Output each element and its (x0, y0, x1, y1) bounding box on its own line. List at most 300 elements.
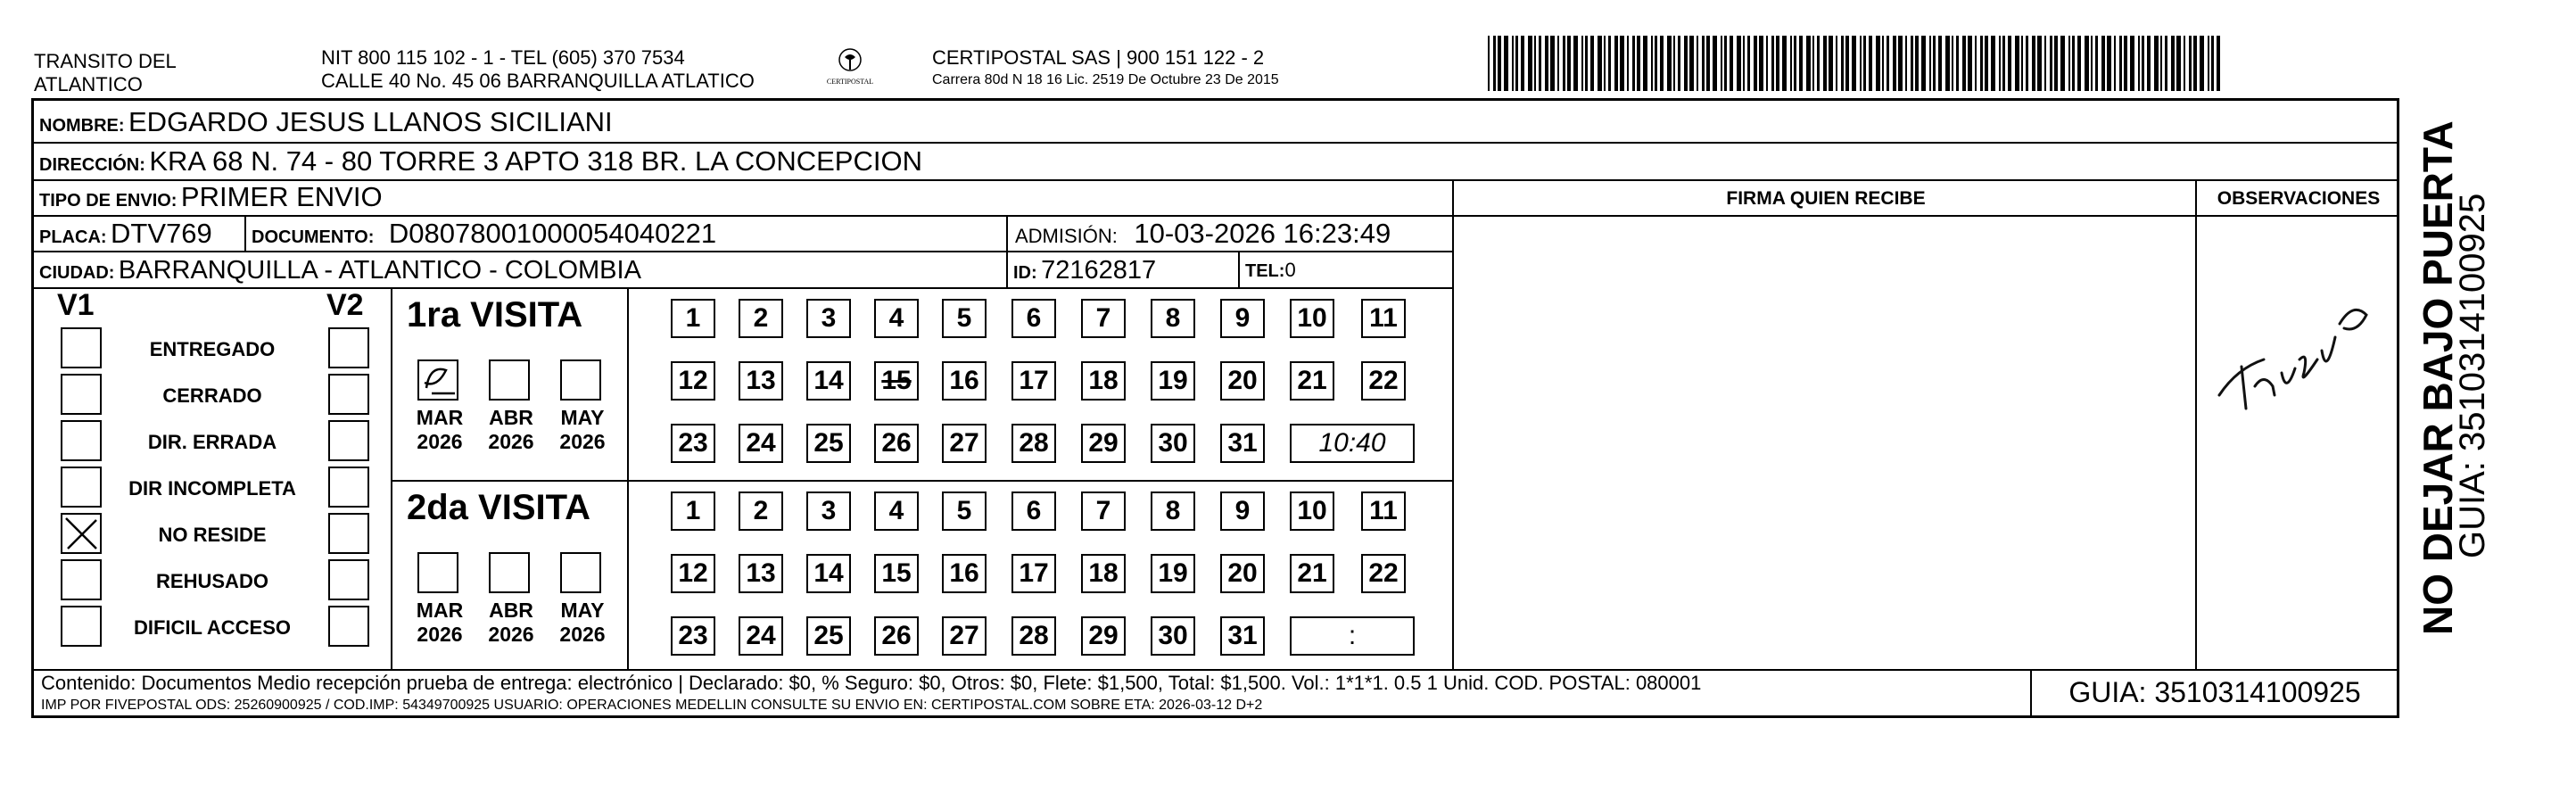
barcode-bar (1557, 36, 1559, 91)
visit-1-day-30[interactable]: 30 (1151, 424, 1195, 463)
visit-2-day-14[interactable]: 14 (806, 554, 851, 593)
barcode-bar (1782, 36, 1787, 91)
barcode-bar (2114, 36, 2116, 91)
col-divider-admision (1006, 215, 1008, 251)
v1-checkbox-dir-errada[interactable] (61, 420, 102, 461)
barcode-bar (1852, 36, 1856, 91)
barcode-bar (1933, 36, 1936, 91)
observaciones-label: OBSERVACIONES (2217, 188, 2381, 209)
visit-2-title: 2da VISITA (407, 488, 590, 527)
visit-2-day-19[interactable]: 19 (1151, 554, 1195, 593)
barcode-bar (1521, 36, 1524, 91)
barcode-bar (1512, 36, 1514, 91)
visit-2-day-6[interactable]: 6 (1011, 491, 1056, 531)
visit-2-day-23[interactable]: 23 (671, 616, 715, 656)
barcode-bar (2184, 36, 2185, 91)
month-label: ABR (489, 406, 533, 429)
barcode-bar (2189, 36, 2192, 91)
visit-2-day-7[interactable]: 7 (1081, 491, 1126, 531)
visit-2-day-18[interactable]: 18 (1081, 554, 1126, 593)
visit-2-day-25[interactable]: 25 (806, 616, 851, 656)
v1-checkbox-entregado[interactable] (61, 327, 102, 368)
barcode-bar (1673, 36, 1675, 91)
v1-header: V1 (57, 288, 95, 322)
barcode-bar (1493, 36, 1496, 91)
barcode-bar (1836, 36, 1837, 91)
barcode-bar (1968, 36, 1972, 91)
visit-2-day-4[interactable]: 4 (874, 491, 919, 531)
barcode-bar (1938, 36, 1942, 91)
status-label-dificil-acceso: DIFICIL ACCESO (133, 616, 291, 639)
barcode-bar (2101, 36, 2105, 91)
visit-1-day-10[interactable]: 10 (1290, 299, 1334, 338)
barcode-bar (2054, 36, 2058, 91)
barcode-bar (2142, 36, 2144, 91)
visit-1-day-1[interactable]: 1 (671, 299, 715, 338)
barcode-bar (2008, 36, 2011, 91)
barcode-bar (2107, 36, 2111, 91)
barcode-bar (1799, 36, 1803, 91)
visit-1-day-6[interactable]: 6 (1011, 299, 1056, 338)
barcode-bar (1689, 36, 1694, 91)
barcode-bar (2217, 36, 2220, 91)
v1-checkbox-cerrado[interactable] (61, 374, 102, 415)
year-label: 2026 (417, 623, 463, 646)
visit-divider (391, 480, 1452, 482)
barcode-bar (2050, 36, 2052, 91)
barcode-bar (1841, 36, 1844, 91)
barcode-bar (1771, 36, 1774, 91)
barcode-bar (1921, 36, 1926, 91)
barcode-bar (1887, 36, 1889, 91)
month-label: MAR (416, 406, 464, 429)
visit-2-day-9[interactable]: 9 (1220, 491, 1265, 531)
col-divider-tel (1238, 251, 1240, 287)
status-label-entregado: ENTREGADO (149, 338, 276, 360)
placa-field (39, 218, 212, 255)
month-label: ABR (489, 599, 533, 622)
barcode-bar (1863, 36, 1866, 91)
v2-checkbox-dir-errada[interactable] (328, 420, 369, 461)
barcode-bar (1999, 36, 2001, 91)
barcode-bar (1590, 36, 1594, 91)
barcode-bar (1945, 36, 1950, 91)
visit-2-day-1[interactable]: 1 (671, 491, 715, 531)
visit-1-day-20[interactable]: 20 (1220, 361, 1265, 401)
v2-checkbox-entregado[interactable] (328, 327, 369, 368)
barcode-bar (1655, 36, 1657, 91)
status-label-rehusado: REHUSADO (156, 570, 268, 592)
visit-1-day-21[interactable]: 21 (1290, 361, 1334, 401)
documento-field (252, 218, 716, 255)
documento-value: D08078001000054040221 (388, 218, 717, 249)
barcode-bar (1678, 36, 1680, 91)
year-label: 2026 (488, 623, 534, 646)
visit-2-day-29[interactable]: 29 (1081, 616, 1126, 656)
barcode-bar (1498, 36, 1501, 91)
contenido-text: Contenido: Documentos Medio recepción prueba de entrega: electrónico | Declarado: $0, % Seguro: $0, Otros: $0, Flete: $1,500, Total: $1,500. Vol.: 1*1*1. 0.5 1 Unid. COD. POSTAL: 080001 (41, 672, 1702, 694)
imp-line: IMP POR FIVEPOSTAL ODS: 25260900925 / COD.IMP: 54349700925 USUARIO: OPERACIONES MEDELLIN CONSULTE SU ENVIO EN: CERTIPOSTAL.COM SOBRE ETA: 2026-03-12 D+2 (41, 698, 1263, 713)
visit-2-day-17[interactable]: 17 (1011, 554, 1056, 593)
placa-value: DTV769 (111, 218, 212, 249)
barcode-bar (1898, 36, 1903, 91)
visit-1-day-9[interactable]: 9 (1220, 299, 1265, 338)
visit-2-day-26[interactable]: 26 (874, 616, 919, 656)
visit-1-day-7[interactable]: 7 (1081, 299, 1126, 338)
barcode-bar (1776, 36, 1779, 91)
org-name (34, 50, 177, 96)
year-label: 2026 (488, 430, 534, 453)
org-line-2: ATLANTICO (34, 73, 143, 95)
visit-1-month-abr-checkbox[interactable] (489, 359, 530, 401)
barcode-bar (2171, 36, 2175, 91)
barcode-bar (2119, 36, 2122, 91)
visit-2-day-5[interactable]: 5 (942, 491, 987, 531)
barcode-bar (1702, 36, 1705, 91)
visit-1-day-3[interactable]: 3 (806, 299, 851, 338)
footer-divider (34, 669, 2398, 671)
placa-label: PLACA: (39, 227, 107, 247)
v2-checkbox-rehusado[interactable] (328, 559, 369, 600)
logo-text: CERTIPOSTAL (826, 78, 874, 86)
status-label-dir-incompleta: DIR INCOMPLETA (128, 477, 296, 500)
barcode-bar (1845, 36, 1849, 91)
barcode-bar (1604, 36, 1606, 91)
barcode-bar (2026, 36, 2028, 91)
barcode-bar (1915, 36, 1919, 91)
barcode-bar (1632, 36, 1635, 91)
visit-2-day-22[interactable]: 22 (1361, 554, 1406, 593)
visit-2-day-2[interactable]: 2 (739, 491, 783, 531)
nombre-value: EDGARDO JESUS LLANOS SICILIANI (128, 106, 613, 137)
barcode-bar (1975, 36, 1977, 91)
visit-2-day-15[interactable]: 15 (874, 554, 919, 593)
barcode-bar (1550, 36, 1555, 91)
barcode-bar (1929, 36, 1931, 91)
barcode-bar (1876, 36, 1880, 91)
barcode-bar (1504, 36, 1508, 91)
visit-1-day-23[interactable]: 23 (671, 424, 715, 463)
visit-1-day-15[interactable]: 15 (874, 361, 919, 401)
barcode-bar (2095, 36, 2098, 91)
v1-checkbox-no-reside[interactable] (61, 513, 102, 554)
barcode-bar (2072, 36, 2075, 91)
visit-1-title: 1ra VISITA (407, 295, 583, 335)
tel-field (1245, 254, 1296, 289)
barcode-bar (1991, 36, 1995, 91)
visit-1-day-28[interactable]: 28 (1011, 424, 1056, 463)
col-divider-placa (244, 215, 246, 251)
visit-2-day-31[interactable]: 31 (1220, 616, 1265, 656)
col-divider-firma (1452, 179, 1454, 669)
visit-2-day-24[interactable]: 24 (739, 616, 783, 656)
visit-1-day-13[interactable]: 13 (739, 361, 783, 401)
visit-2-month-may-checkbox[interactable] (560, 552, 601, 593)
barcode-bar (1697, 36, 1698, 91)
visit-1-day-11[interactable]: 11 (1361, 299, 1406, 338)
side-guia: GUIA: 3510314100925 (2453, 193, 2492, 558)
barcode-bar (1713, 36, 1717, 91)
visit-1-month-may-checkbox[interactable] (560, 359, 601, 401)
visit-1-month-mar-checkbox[interactable] (417, 359, 458, 401)
barcode-bar (2091, 36, 2093, 91)
barcode-bar (1637, 36, 1640, 91)
barcode-bar (1684, 36, 1688, 91)
barcode-bar (2138, 36, 2140, 91)
visit-1-day-25[interactable]: 25 (806, 424, 851, 463)
barcode-bar (2160, 36, 2162, 91)
barcode-bar (1528, 36, 1532, 91)
barcode-bar (2124, 36, 2127, 91)
status-label-dir-errada: DIR. ERRADA (147, 431, 277, 453)
tel-value: 0 (1284, 259, 1296, 281)
barcode-bar (1608, 36, 1611, 91)
barcode-bar (1893, 36, 1896, 91)
visit-2-day-20[interactable]: 20 (1220, 554, 1265, 593)
barcode-bar (2154, 36, 2159, 91)
visit-2-day-10[interactable]: 10 (1290, 491, 1334, 531)
barcode-bar (1956, 36, 1959, 91)
month-label: MAY (560, 599, 605, 622)
visit-2-month-may-label (551, 599, 614, 647)
visit-2-day-12[interactable]: 12 (671, 554, 715, 593)
barcode-bar (1860, 36, 1862, 91)
barcode-bar (2002, 36, 2005, 91)
id-value: 72162817 (1041, 256, 1157, 285)
col-divider-id (1006, 251, 1008, 287)
barcode-bar (2176, 36, 2181, 91)
company-line: CERTIPOSTAL SAS | 900 151 122 - 2 (932, 46, 1265, 69)
v1-checkbox-dificil-acceso[interactable] (61, 606, 102, 647)
footer-guia: GUIA: 3510314100925 (2068, 676, 2361, 708)
barcode-bar (1823, 36, 1827, 91)
admision-label: ADMISIÓN: (1015, 225, 1118, 247)
visit-2-day-27[interactable]: 27 (942, 616, 987, 656)
visit-1-day-5[interactable]: 5 (942, 299, 987, 338)
year-label: 2026 (559, 623, 606, 646)
barcode-bar (1985, 36, 1988, 91)
visit-2-month-mar-label (409, 599, 471, 647)
barcode-bar (2200, 36, 2204, 91)
row-divider (34, 215, 2398, 217)
barcode-bar (2032, 36, 2035, 91)
certipostal-logo (819, 46, 881, 86)
direccion-value: KRA 68 N. 74 - 80 TORRE 3 APTO 318 BR. LA CONCEPCION (149, 145, 922, 177)
barcode-bar (1534, 36, 1536, 91)
barcode-bar (1869, 36, 1872, 91)
visit-1-month-mar-label (409, 406, 471, 454)
barcode-bar (1651, 36, 1653, 91)
v2-checkbox-dir-incompleta[interactable] (328, 467, 369, 508)
ciudad-row (39, 254, 641, 291)
direccion-row (39, 145, 922, 183)
visit-1-day-2[interactable]: 2 (739, 299, 783, 338)
barcode-bar (1627, 36, 1629, 91)
visit-1-day-8[interactable]: 8 (1151, 299, 1195, 338)
barcode-bar (2130, 36, 2134, 91)
check-mark-icon (62, 515, 100, 552)
barcode-bar (1620, 36, 1624, 91)
side-warning: NO DEJAR BAJO PUERTA (2415, 120, 2461, 635)
col-divider-visit (627, 287, 629, 669)
year-label: 2026 (417, 430, 463, 453)
barcode-bar (2077, 36, 2081, 91)
barcode-bar (2211, 36, 2214, 91)
visit-1-day-19[interactable]: 19 (1151, 361, 1195, 401)
barcode-bar (1585, 36, 1588, 91)
tel-label: TEL: (1245, 261, 1285, 281)
barcode-bar (1539, 36, 1541, 91)
col-divider-status (391, 287, 392, 669)
barcode-bar (1737, 36, 1741, 91)
barcode-bar (1980, 36, 1983, 91)
visit-2-day-13[interactable]: 13 (739, 554, 783, 593)
visit-1-day-16[interactable]: 16 (942, 361, 987, 401)
barcode-bar (2147, 36, 2151, 91)
barcode-bar (1806, 36, 1811, 91)
barcode-bar (2037, 36, 2042, 91)
visit-1-day-14[interactable]: 14 (806, 361, 851, 401)
v1-checkbox-rehusado[interactable] (61, 559, 102, 600)
visit-2-time-box[interactable]: : (1290, 616, 1415, 656)
visit-2-month-abr-label (480, 599, 542, 647)
visit-1-day-12[interactable]: 12 (671, 361, 715, 401)
visit-2-day-11[interactable]: 11 (1361, 491, 1406, 531)
barcode-bar (1952, 36, 1953, 91)
barcode-bar (1743, 36, 1745, 91)
tipo-envio-row (39, 181, 383, 219)
barcode-bar (2068, 36, 2070, 91)
status-label-cerrado: CERRADO (162, 384, 262, 407)
visit-1-day-29[interactable]: 29 (1081, 424, 1126, 463)
barcode-bar (1581, 36, 1583, 91)
month-label: MAY (560, 406, 605, 429)
visit-2-day-21[interactable]: 21 (1290, 554, 1334, 593)
barcode-bar (1614, 36, 1618, 91)
org-line-1: TRANSITO DEL (34, 50, 177, 72)
visit-1-month-abr-label (480, 406, 542, 454)
year-label: 2026 (559, 430, 606, 453)
org-contact (321, 46, 755, 93)
month-label: MAR (416, 599, 464, 622)
visit-1-time-box[interactable]: 10:40 (1290, 424, 1415, 463)
visit-2-day-30[interactable]: 30 (1151, 616, 1195, 656)
barcode-bar (1721, 36, 1722, 91)
barcode-bar (1790, 36, 1792, 91)
barcode-bar (1563, 36, 1565, 91)
barcode-bar (1660, 36, 1664, 91)
barcode-bar (1794, 36, 1796, 91)
v2-checkbox-no-reside[interactable] (328, 513, 369, 554)
tipo-envio-value: PRIMER ENVIO (180, 181, 383, 212)
nombre-label: NOMBRE: (39, 116, 125, 136)
barcode-bar (1643, 36, 1647, 91)
barcode-bar (2193, 36, 2197, 91)
barcode (1488, 36, 2221, 91)
barcode-bar (2021, 36, 2023, 91)
visit-1-day-17[interactable]: 17 (1011, 361, 1056, 401)
direccion-label: DIRECCIÓN: (39, 155, 145, 175)
barcode-bar (1567, 36, 1571, 91)
barcode-bar (2165, 36, 2167, 91)
barcode-bar (1759, 36, 1763, 91)
v1-checkbox-dir-incompleta[interactable] (61, 467, 102, 508)
documento-label: DOCUMENTO: (252, 227, 375, 247)
visit-1-day-24[interactable]: 24 (739, 424, 783, 463)
visit-1-day-18[interactable]: 18 (1081, 361, 1126, 401)
barcode-bar (1911, 36, 1913, 91)
admision-field (1015, 218, 1391, 255)
v2-header: V2 (326, 288, 364, 322)
barcode-bar (2085, 36, 2089, 91)
visit-1-day-26[interactable]: 26 (874, 424, 919, 463)
nit-line: NIT 800 115 102 - 1 - TEL (605) 370 7534 (321, 46, 685, 69)
barcode-bar (1766, 36, 1768, 91)
license-line: Carrera 80d N 18 16 Lic. 2519 De Octubre 23 De 2015 (932, 72, 1279, 87)
v2-checkbox-cerrado[interactable] (328, 374, 369, 415)
visit-2-day-28[interactable]: 28 (1011, 616, 1056, 656)
handwritten-mark-icon (419, 361, 457, 399)
certipostal-logo-icon (837, 46, 863, 73)
barcode-bar (1747, 36, 1750, 91)
barcode-bar (1730, 36, 1733, 91)
status-label-no-reside: NO RESIDE (158, 524, 267, 546)
barcode-bar (1812, 36, 1814, 91)
firma-label: FIRMA QUIEN RECIBE (1726, 188, 1926, 209)
barcode-bar (2060, 36, 2065, 91)
col-divider-obs (2195, 179, 2197, 669)
barcode-bar (1724, 36, 1727, 91)
barcode-bar (1573, 36, 1578, 91)
visit-1-day-4[interactable]: 4 (874, 299, 919, 338)
id-label: ID: (1013, 263, 1037, 283)
barcode-bar (1515, 36, 1518, 91)
visit-2-month-abr-checkbox[interactable] (489, 552, 530, 593)
visit-1-day-22[interactable]: 22 (1361, 361, 1406, 401)
visit-2-day-3[interactable]: 3 (806, 491, 851, 531)
admision-value: 10-03-2026 16:23:49 (1134, 218, 1391, 249)
visit-2-day-8[interactable]: 8 (1151, 491, 1195, 531)
barcode-bar (2015, 36, 2019, 91)
visit-2-day-16[interactable]: 16 (942, 554, 987, 593)
barcode-bar (2208, 36, 2209, 91)
barcode-bar (1667, 36, 1672, 91)
tipo-envio-label: TIPO DE ENVIO: (39, 191, 178, 211)
barcode-bar (1817, 36, 1820, 91)
barcode-bar (1545, 36, 1548, 91)
visit-1-day-31[interactable]: 31 (1220, 424, 1265, 463)
observacion-handwriting (2210, 261, 2389, 440)
barcode-graphic (1488, 36, 2221, 91)
company-info (932, 46, 1279, 91)
barcode-bar (1905, 36, 1907, 91)
barcode-bar (1488, 36, 1490, 91)
barcode-bar (1829, 36, 1833, 91)
barcode-bar (1962, 36, 1966, 91)
barcode-bar (1882, 36, 1884, 91)
ciudad-value: BARRANQUILLA - ATLANTICO - COLOMBIA (118, 256, 641, 285)
id-field (1013, 254, 1156, 291)
visit-1-day-27[interactable]: 27 (942, 424, 987, 463)
barcode-bar (1754, 36, 1757, 91)
barcode-bar (1598, 36, 1602, 91)
nombre-row (39, 106, 613, 144)
visit-1-month-may-label (551, 406, 614, 454)
v2-checkbox-dificil-acceso[interactable] (328, 606, 369, 647)
delivery-form (31, 98, 2399, 718)
visit-2-month-mar-checkbox[interactable] (417, 552, 458, 593)
barcode-bar (2044, 36, 2046, 91)
